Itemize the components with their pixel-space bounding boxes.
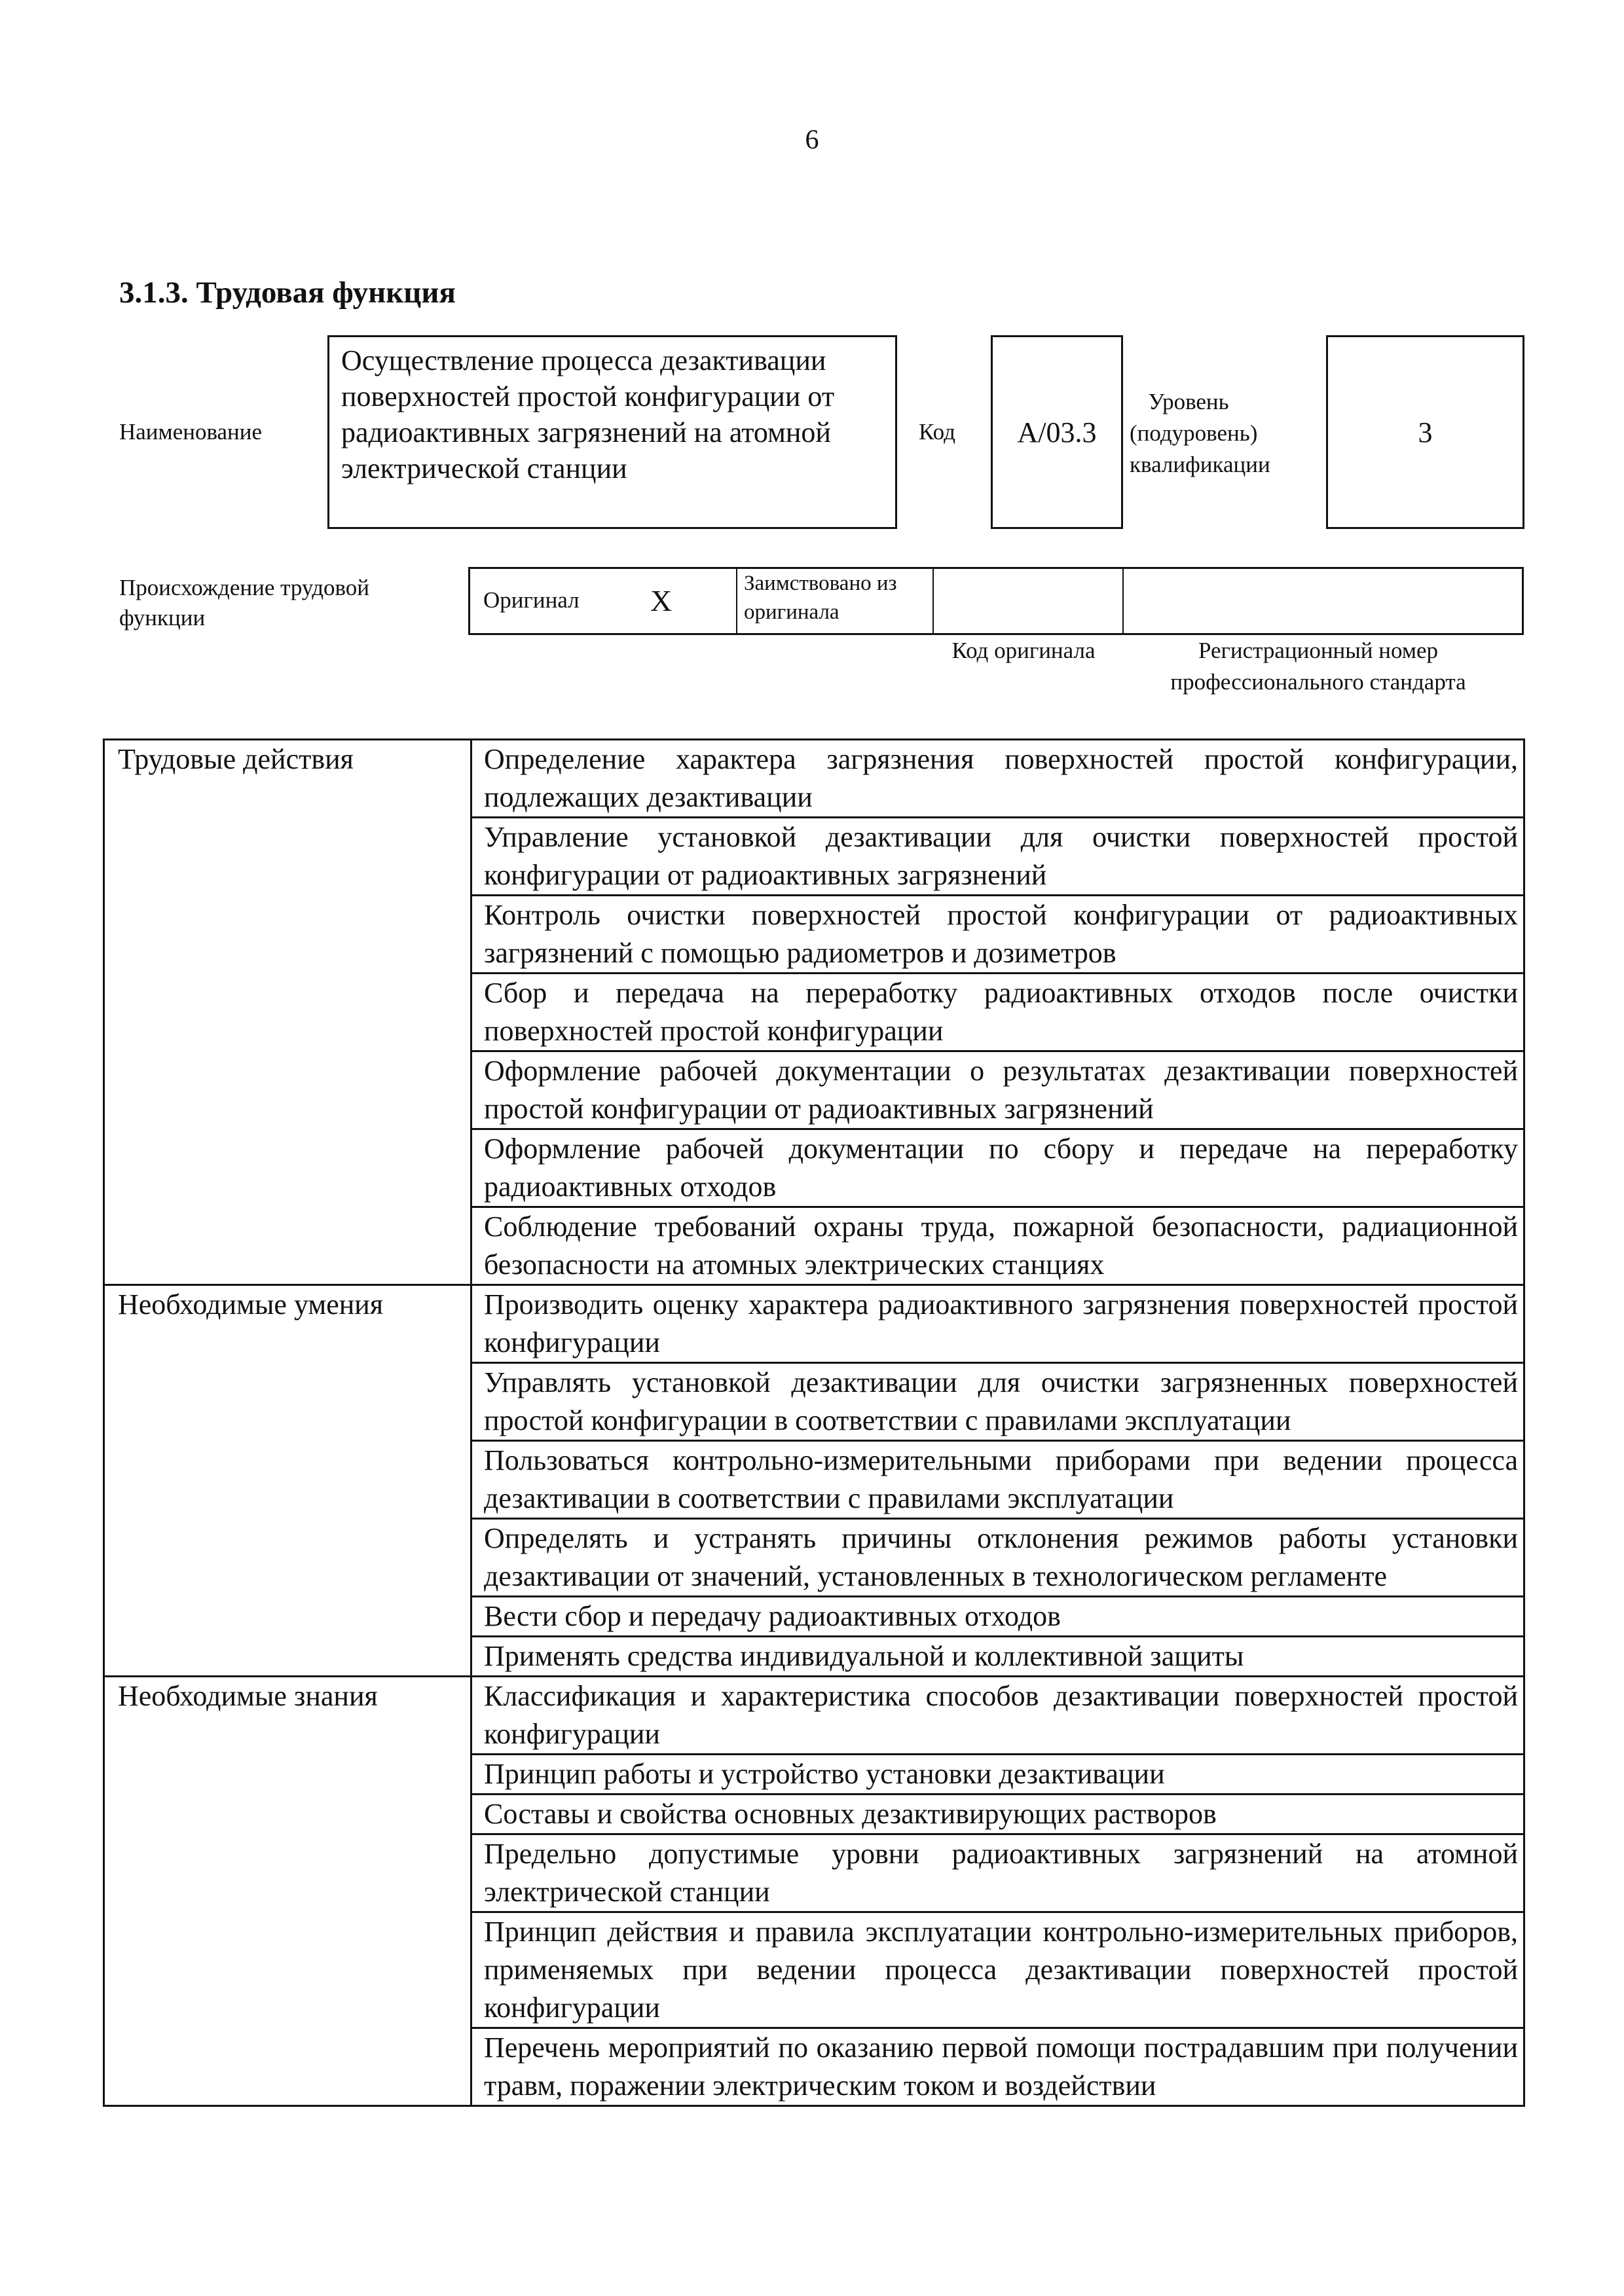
knowledge-item: Перечень мероприятий по оказанию первой помощи пострадавшим при получении травм, поражении электрическим током и воздействии (471, 2028, 1524, 2106)
skill-item: Определять и устранять причины отклонения режимов работы установки дезактивации от значений, установленных в технологическом регламенте (471, 1519, 1524, 1597)
skills-label: Необходимые умения (104, 1285, 471, 1677)
origin-table (468, 567, 1524, 635)
original-code-cell (934, 569, 1124, 633)
action-item: Контроль очистки поверхностей простой конфигурации от радиоактивных загрязнений с помощью радиометров и дозиметров (471, 896, 1524, 974)
origin-label: Происхождение трудовой функции (119, 575, 370, 630)
actions-label: Трудовые действия (104, 740, 471, 1285)
level-label: Уровень (подуровень) квалификации (1130, 389, 1270, 477)
knowledge-label: Необходимые знания (104, 1677, 471, 2106)
table-row (104, 740, 1524, 818)
skill-item: Управлять установкой дезактивации для очистки загрязненных поверхностей простой конфигурации в соответствии с правилами эксплуатации (471, 1363, 1524, 1441)
knowledge-item: Классификация и характеристика способов дезактивации поверхностей простой конфигурации (471, 1677, 1524, 1755)
original-mark: X (650, 584, 673, 617)
action-item: Соблюдение требований охраны труда, пожарной безопасности, радиационной безопасности на атомных электрических станциях (471, 1207, 1524, 1285)
action-item: Управление установкой дезактивации для очистки поверхностей простой конфигурации от радиоактивных загрязнений (471, 818, 1524, 896)
table-row (104, 1285, 1524, 1363)
action-item: Сбор и передача на переработку радиоактивных отходов после очистки поверхностей простой конфигурации (471, 974, 1524, 1051)
original-cell (470, 569, 737, 633)
reg-number-cell (1124, 569, 1522, 633)
table-row (104, 1677, 1524, 1755)
action-item: Оформление рабочей документации о результатах дезактивации поверхностей простой конфигурации от радиоактивных загрязнений (471, 1051, 1524, 1129)
action-item: Определение характера загрязнения поверхностей простой конфигурации, подлежащих дезактивации (471, 740, 1524, 818)
knowledge-item: Принцип работы и устройство установки дезактивации (471, 1755, 1524, 1795)
code-original-caption: Код оригинала (951, 638, 1096, 663)
skill-item: Производить оценку характера радиоактивного загрязнения поверхностей простой конфигурации (471, 1285, 1524, 1363)
borrowed-label: Заимствовано из оригинала (737, 569, 934, 633)
knowledge-item: Составы и свойства основных дезактивирующих растворов (471, 1795, 1524, 1834)
code-label: Код (919, 419, 955, 445)
reg-number-caption: Регистрационный номер профессионального стандарта (1170, 638, 1466, 695)
code-value: A/03.3 (991, 335, 1123, 529)
knowledge-item: Принцип действия и правила эксплуатации контрольно-измерительных приборов, применяемых при ведении процесса дезактивации поверхностей простой конфигурации (471, 1912, 1524, 2028)
name-value: Осуществление процесса дезактивации поверхностей простой конфигурации от радиоактивных загрязнений на атомной электрической станции (327, 335, 897, 529)
knowledge-item: Предельно допустимые уровни радиоактивных загрязнений на атомной электрической станции (471, 1834, 1524, 1912)
section-title: 3.1.3. Трудовая функция (119, 276, 456, 310)
name-label: Наименование (119, 419, 263, 445)
skill-item: Вести сбор и передачу радиоактивных отходов (471, 1597, 1524, 1637)
level-value: 3 (1326, 335, 1524, 529)
skill-item: Применять средства индивидуальной и коллективной защиты (471, 1637, 1524, 1677)
skill-item: Пользоваться контрольно-измерительными приборами при ведении процесса дезактивации в соответствии с правилами эксплуатации (471, 1441, 1524, 1519)
original-label: Оригинал (483, 587, 580, 613)
page-number: 6 (805, 125, 819, 155)
action-item: Оформление рабочей документации по сбору и передаче на переработку радиоактивных отходов (471, 1129, 1524, 1207)
function-table (103, 738, 1525, 2107)
